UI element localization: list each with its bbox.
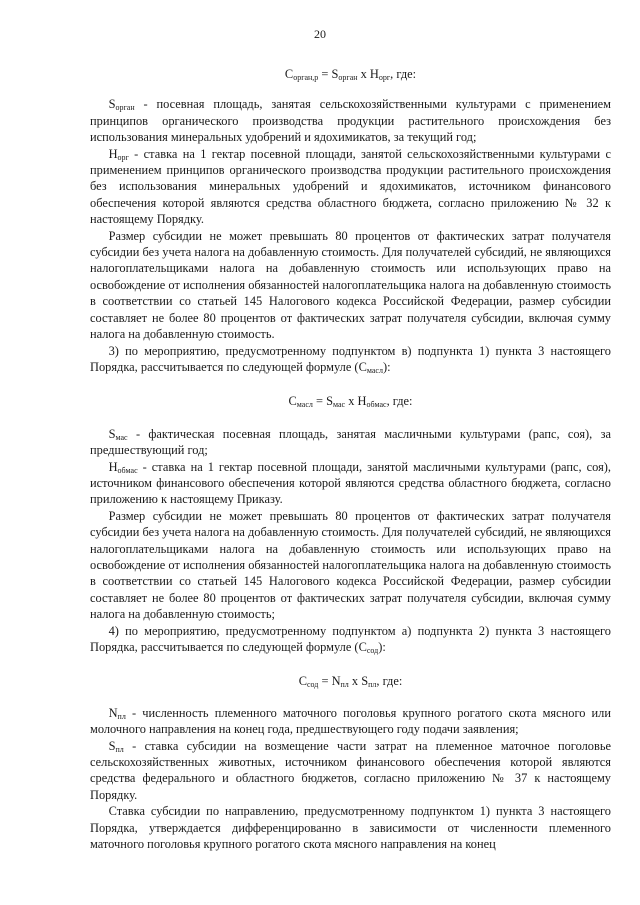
formula-symbol: С [288, 394, 297, 409]
document-body [90, 66, 611, 852]
paragraph-text: Ставка субсидии по направлению, предусмотренному подпунктом 1) пункта 3 настоящего Порядка, утверждается дифференцированно в зависимости от численности племенного маточного поголовья крупного рогатого скота мясного направления на конец [90, 804, 611, 852]
paragraph-tail: ): [382, 359, 391, 374]
paragraph-text: - фактическая посевная площадь, занятая масличными культурами (рапс, соя), за предшествующий год; [90, 426, 611, 458]
paragraph-text: - численность племенного маточного поголовья крупного рогатого скота мясного или молочного направления на конец года, предшествующего году подачи заявления; [90, 705, 611, 737]
formula-tail: , где: [390, 67, 417, 81]
paragraph-text: Размер субсидии не может превышать 80 процентов от фактических затрат получателя субсидии без учета налога на добавленную стоимость. Для получателей субсидий, не являющихся налогоплательщиками налога на добавленную стоимость или использующих право на освобождение от исполнения обязанностей налогоплательщика налога на добавленную стоимость в соответствии со статьей 145 Налогового кодекса Российской Федерации, размер субсидии составляет не более 80 процентов от фактических затрат получателя субсидии, включая сумму налога на добавленную стоимость; [90, 508, 611, 622]
paragraph-s-organ [90, 96, 611, 145]
term-symbol: S [108, 97, 116, 112]
term-symbol: Н [108, 146, 118, 161]
formula-operator: = [318, 674, 332, 689]
formula-subscript: сод [306, 680, 319, 690]
formula-operator: x [345, 394, 358, 409]
formula-breeding [90, 673, 611, 689]
formula-symbol: S [326, 394, 333, 409]
formula-operator: x [348, 674, 362, 689]
formula-symbol: S [361, 674, 369, 689]
term-subscript: масл [366, 365, 383, 375]
paragraph-text: - ставка субсидии на возмещение части затрат на племенное маточное поголовье сельскохозяйственных животных, источником финансового обеспечения которой являются средства федерального и областного бюджетов, согласно приложению № 37 к настоящему Порядку. [90, 738, 611, 802]
formula-subscript: орган,р [293, 73, 319, 82]
paragraph-text: 3) по мероприятию, предусмотренному подпунктом в) подпункта 1) пункта 3 настоящего Порядка, рассчитывается по следующей формуле (С [90, 343, 611, 374]
page-number: 20 [314, 27, 326, 41]
paragraph-limit-1 [90, 228, 611, 343]
term-subscript: орган [115, 103, 135, 113]
formula-subscript: масл [296, 400, 313, 410]
formula-subscript: обмас [366, 400, 387, 410]
paragraph-rate [90, 803, 611, 852]
formula-subscript: пл [368, 680, 377, 690]
term-subscript: пл [115, 744, 124, 754]
formula-subscript: орган [338, 73, 358, 82]
formula-oilseed [90, 393, 611, 409]
formula-operator: = [318, 67, 332, 81]
term-subscript: мас [115, 432, 128, 442]
term-subscript: пл [117, 711, 126, 721]
formula-subscript: пл [340, 680, 349, 690]
formula-symbol: С [284, 67, 294, 81]
paragraph-s-mas [90, 426, 611, 459]
paragraph-h-org [90, 146, 611, 228]
term-symbol: S [108, 426, 116, 441]
paragraph-item-3 [90, 343, 611, 376]
term-symbol: Н [108, 459, 118, 474]
term-subscript: обмас [117, 465, 138, 475]
term-symbol: S [108, 738, 116, 753]
formula-symbol: S [331, 67, 339, 81]
paragraph-text: - посевная площадь, занятая сельскохозяйственными культурами с применением принципов органического производства продукции растительного происхождения без использования минеральных удобрений и ядохимикатов, за текущий год; [90, 97, 611, 145]
paragraph-text: - ставка на 1 гектар посевной площади, занятой масличными культурами (рапс, соя), источником финансового обеспечения которой являются средства областного бюджета, согласно приложению к настоящему Приказу. [90, 459, 611, 507]
term-symbol: N [108, 705, 118, 720]
paragraph-n-pl [90, 705, 611, 738]
formula-subscript: орг [378, 73, 391, 82]
formula-subscript: мас [333, 400, 346, 410]
formula-symbol: Н [369, 67, 379, 81]
formula-operator: x [357, 67, 370, 81]
formula-symbol: С [298, 674, 307, 689]
paragraph-text: - ставка на 1 гектар посевной площади, занятой сельскохозяйственными культурами с применением принципов органического производства продукции растительного происхождения без использования минеральных удобрений и ядохимикатов, источником финансового обеспечения которой являются средства областного бюджета, согласно приложению № 32 к настоящему Порядку. [90, 146, 611, 227]
term-subscript: сод [366, 646, 379, 655]
paragraph-text: Размер субсидии не может превышать 80 процентов от фактических затрат получателя субсидии без учета налога на добавленную стоимость. Для получателей субсидий, не являющихся налогоплательщиками налога на добавленную стоимость или использующих право на освобождение от исполнения обязанностей налогоплательщика налога на добавленную стоимость в соответствии со статьей 145 Налогового кодекса Российской Федерации, размер субсидии составляет не более 80 процентов от фактических затрат получателя субсидии, включая сумму налога на добавленную стоимость. [90, 228, 611, 342]
formula-organic [90, 66, 611, 82]
formula-tail: , где: [376, 674, 403, 689]
formula-symbol: N [331, 674, 341, 689]
formula-operator: = [312, 394, 327, 409]
formula-symbol: Н [357, 394, 367, 409]
paragraph-limit-2 [90, 508, 611, 623]
term-subscript: орг [117, 152, 129, 162]
paragraph-s-pl [90, 738, 611, 804]
paragraph-h-obmas [90, 459, 611, 508]
paragraph-item-4 [90, 623, 611, 656]
formula-tail: , где: [386, 394, 413, 409]
paragraph-text: 4) по мероприятию, предусмотренному подпунктом а) подпункта 2) пункта 3 настоящего Порядка, рассчитывается по следующей формуле (С [90, 623, 611, 654]
paragraph-tail: ): [378, 640, 386, 654]
